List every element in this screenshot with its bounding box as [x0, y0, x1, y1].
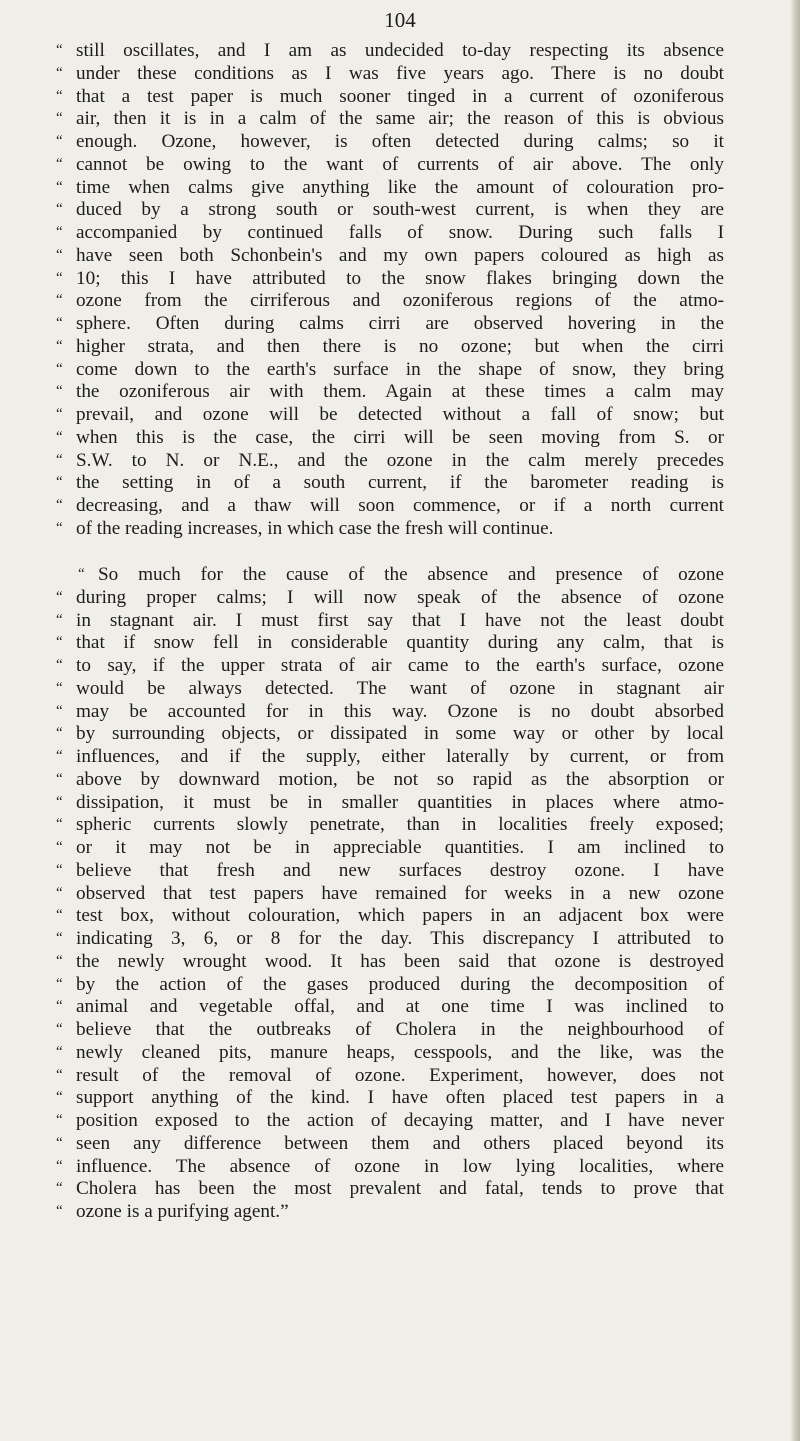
- text-line: [56, 517, 724, 541]
- text-line: [56, 814, 724, 837]
- line-text: the setting in of a south current, if the barometer reading is: [76, 472, 724, 494]
- text-line: [56, 928, 724, 951]
- text-line: [56, 1132, 724, 1156]
- quote-mark: “: [56, 474, 63, 491]
- quote-mark: “: [56, 1180, 63, 1197]
- text-line: [56, 768, 724, 792]
- text-line: [56, 859, 724, 883]
- quote-mark: “: [56, 907, 63, 924]
- text-line: [56, 108, 724, 131]
- text-line: [56, 1087, 724, 1110]
- quote-mark: “: [56, 793, 63, 810]
- quote-mark: “: [56, 748, 63, 764]
- text-line: [56, 586, 724, 610]
- line-text: 10; this I have attributed to the snow flakes bringing down the: [76, 267, 724, 289]
- text-line: [56, 335, 724, 359]
- text-line: [56, 313, 724, 336]
- line-text: dissipation, it must be in smaller quantities in places where atmo-: [76, 791, 724, 813]
- text-line: [56, 632, 724, 655]
- text-line: [56, 62, 724, 86]
- line-text: have seen both Schonbein's and my own papers coloured as high as: [76, 244, 724, 266]
- quote-mark: “: [56, 1203, 63, 1219]
- quote-mark: “: [56, 634, 63, 651]
- line-text: seen any difference between them and others placed beyond its: [76, 1132, 724, 1154]
- line-text: sphere. Often during calms cirri are observed hovering in the: [76, 313, 724, 334]
- text-line: [56, 1019, 724, 1042]
- text-line: [56, 358, 724, 382]
- quote-mark: “: [56, 998, 63, 1015]
- quote-mark: “: [56, 679, 63, 696]
- line-text: the newly wrought wood. It has been said that ozone is destroyed: [76, 950, 724, 972]
- line-text: would be always detected. The want of ozone in stagnant air: [76, 677, 724, 699]
- text-line: [56, 176, 724, 200]
- line-text: decreasing, and a thaw will soon commence, or if a north current: [76, 495, 724, 516]
- quote-mark: “: [56, 178, 63, 195]
- text-line: [56, 1155, 724, 1179]
- text-line: [56, 1041, 724, 1065]
- text-line: [56, 1178, 724, 1201]
- quote-mark: “: [56, 952, 63, 969]
- quote-mark: “: [56, 1021, 63, 1037]
- quote-mark: “: [56, 42, 63, 58]
- line-text: time when calms give anything like the amount of colouration pro-: [76, 176, 724, 198]
- quote-mark: “: [56, 1089, 63, 1106]
- paragraph-1: [56, 40, 724, 541]
- quote-mark: “: [56, 975, 63, 992]
- line-text: support anything of the kind. I have often placed test papers in a: [76, 1087, 724, 1109]
- line-text: during proper calms; I will now speak of the absence of ozone: [76, 586, 724, 608]
- line-text: believe that the outbreaks of Cholera in the neighbourhood of: [76, 1019, 724, 1040]
- line-text: may be accounted for in this way. Ozone is no doubt absorbed: [76, 700, 724, 722]
- quote-mark: “: [56, 110, 63, 127]
- quote-mark: “: [56, 1157, 63, 1174]
- text-line: [56, 723, 724, 746]
- quote-mark: “: [56, 337, 63, 354]
- quote-mark: “: [56, 770, 63, 787]
- text-line: [56, 449, 724, 473]
- line-text: higher strata, and then there is no ozone; but when the cirri: [76, 335, 724, 357]
- quote-mark: “: [56, 519, 63, 536]
- text-line: [56, 950, 724, 974]
- text-line: [76, 564, 724, 587]
- quote-mark: “: [56, 292, 63, 309]
- text-line: [56, 1201, 724, 1224]
- quote-mark: “: [56, 246, 63, 263]
- quote-mark: “: [56, 884, 63, 901]
- line-text: So much for the cause of the absence and presence of ozone: [98, 564, 724, 585]
- line-text: the ozoniferous air with them. Again at these times a calm may: [76, 381, 724, 403]
- quote-mark: “: [56, 1043, 63, 1060]
- quote-mark: “: [56, 269, 63, 286]
- quote-mark: “: [56, 816, 63, 833]
- line-text: ozone from the cirriferous and ozoniferous regions of the atmo-: [76, 290, 724, 312]
- quote-mark: “: [56, 87, 63, 104]
- text-line: [56, 222, 724, 245]
- quote-mark: “: [56, 1112, 63, 1128]
- quote-mark: “: [56, 1066, 63, 1083]
- text-line: [56, 199, 724, 222]
- quote-mark: “: [56, 315, 63, 331]
- quote-mark: “: [56, 657, 63, 673]
- line-text: test box, without colouration, which papers in an adjacent box were: [76, 905, 724, 927]
- line-text: believe that fresh and new surfaces destroy ozone. I have: [76, 859, 724, 881]
- line-text: animal and vegetable offal, and at one time I was inclined to: [76, 996, 724, 1018]
- line-text: newly cleaned pits, manure heaps, cesspools, and the like, was the: [76, 1041, 724, 1063]
- line-text: spheric currents slowly penetrate, than in localities freely exposed;: [76, 814, 724, 836]
- line-text: enough. Ozone, however, is often detected during calms; so it: [76, 131, 724, 152]
- quote-mark: “: [56, 611, 63, 628]
- line-text: air, then it is in a calm of the same air; the reason of this is obvious: [76, 108, 724, 130]
- line-text: come down to the earth's surface in the shape of snow, they bring: [76, 358, 724, 380]
- quote-mark: “: [56, 360, 63, 377]
- line-text: indicating 3, 6, or 8 for the day. This discrepancy I attributed to: [76, 928, 724, 949]
- line-text: by the action of the gases produced during the decomposition of: [76, 973, 724, 995]
- line-text: by surrounding objects, or dissipated in some way or other by local: [76, 723, 724, 745]
- text-line: [56, 996, 724, 1019]
- line-text: ozone is a purifying agent.”: [76, 1201, 289, 1222]
- text-line: [56, 905, 724, 928]
- quote-mark: “: [56, 725, 63, 742]
- text-line: [56, 973, 724, 997]
- line-text: under these conditions as I was five years ago. There is no doubt: [76, 62, 724, 84]
- text-line: [56, 882, 724, 906]
- line-text: position exposed to the action of decaying matter, and I have never: [76, 1110, 724, 1131]
- line-text: when this is the case, the cirri will be seen moving from S. or: [76, 426, 724, 448]
- quote-mark: “: [56, 155, 63, 172]
- text-line: [56, 495, 724, 518]
- line-text: that if snow fell in considerable quantity during any calm, that is: [76, 632, 724, 654]
- quote-mark: “: [56, 588, 63, 605]
- line-text: or it may not be in appreciable quantities. I am inclined to: [76, 837, 724, 858]
- quote-mark: “: [56, 133, 63, 149]
- line-text: cannot be owing to the want of currents of air above. The only: [76, 153, 724, 175]
- quote-mark: “: [56, 497, 63, 513]
- text-line: [56, 791, 724, 815]
- text-line: [56, 244, 724, 268]
- text-line: [56, 655, 724, 678]
- line-text: accompanied by continued falls of snow. During such falls I: [76, 222, 724, 243]
- text-line: [56, 426, 724, 450]
- text-line: [56, 1064, 724, 1088]
- text-line: [56, 677, 724, 701]
- quote-mark: “: [56, 702, 63, 719]
- line-text: in stagnant air. I must first say that I have not the least doubt: [76, 609, 724, 631]
- line-text: to say, if the upper strata of air came to the earth's surface, ozone: [76, 655, 724, 676]
- text-line: [56, 837, 724, 860]
- line-text: of the reading increases, in which case the fresh will continue.: [76, 517, 554, 539]
- quote-mark: “: [56, 1134, 63, 1151]
- quote-mark: “: [56, 201, 63, 218]
- text-line: [56, 290, 724, 313]
- text-line: [56, 472, 724, 495]
- text-line: [56, 131, 724, 154]
- line-text: prevail, and ozone will be detected without a fall of snow; but: [76, 404, 724, 425]
- text-line: [56, 404, 724, 427]
- page-number: 104: [384, 8, 416, 32]
- text-line: [56, 746, 724, 769]
- line-text: Cholera has been the most prevalent and fatal, tends to prove that: [76, 1178, 724, 1200]
- line-text: observed that test papers have remained for weeks in a new ozone: [76, 882, 724, 904]
- paragraph-2: [56, 564, 724, 1224]
- line-text: influence. The absence of ozone in low lying localities, where: [76, 1155, 724, 1177]
- page-edge-shadow: [790, 0, 800, 1441]
- line-text: result of the removal of ozone. Experiment, however, does not: [76, 1064, 724, 1086]
- text-line: [56, 381, 724, 404]
- quote-mark: “: [56, 839, 63, 855]
- text-line: [56, 700, 724, 724]
- text-line: [56, 267, 724, 291]
- quote-mark: “: [56, 383, 63, 400]
- quote-mark: “: [78, 566, 85, 582]
- quote-mark: “: [56, 930, 63, 946]
- text-line: [56, 1110, 724, 1133]
- quote-mark: “: [56, 861, 63, 878]
- quote-mark: “: [56, 428, 63, 445]
- line-text: above by downward motion, be not so rapid as the absorption or: [76, 768, 724, 790]
- text-line: [56, 85, 724, 109]
- quote-mark: “: [56, 451, 63, 468]
- quote-mark: “: [56, 406, 63, 422]
- line-text: that a test paper is much sooner tinged in a current of ozoniferous: [76, 85, 724, 107]
- line-text: influences, and if the supply, either laterally by current, or from: [76, 746, 724, 767]
- text-line: [56, 609, 724, 633]
- text-line: [56, 40, 724, 63]
- quote-mark: “: [56, 224, 63, 240]
- line-text: still oscillates, and I am as undecided to-day respecting its absence: [76, 40, 724, 61]
- text-line: [56, 153, 724, 177]
- line-text: S.W. to N. or N.E., and the ozone in the calm merely precedes: [76, 449, 724, 471]
- line-text: duced by a strong south or south-west current, is when they are: [76, 199, 724, 221]
- quote-mark: “: [56, 64, 63, 81]
